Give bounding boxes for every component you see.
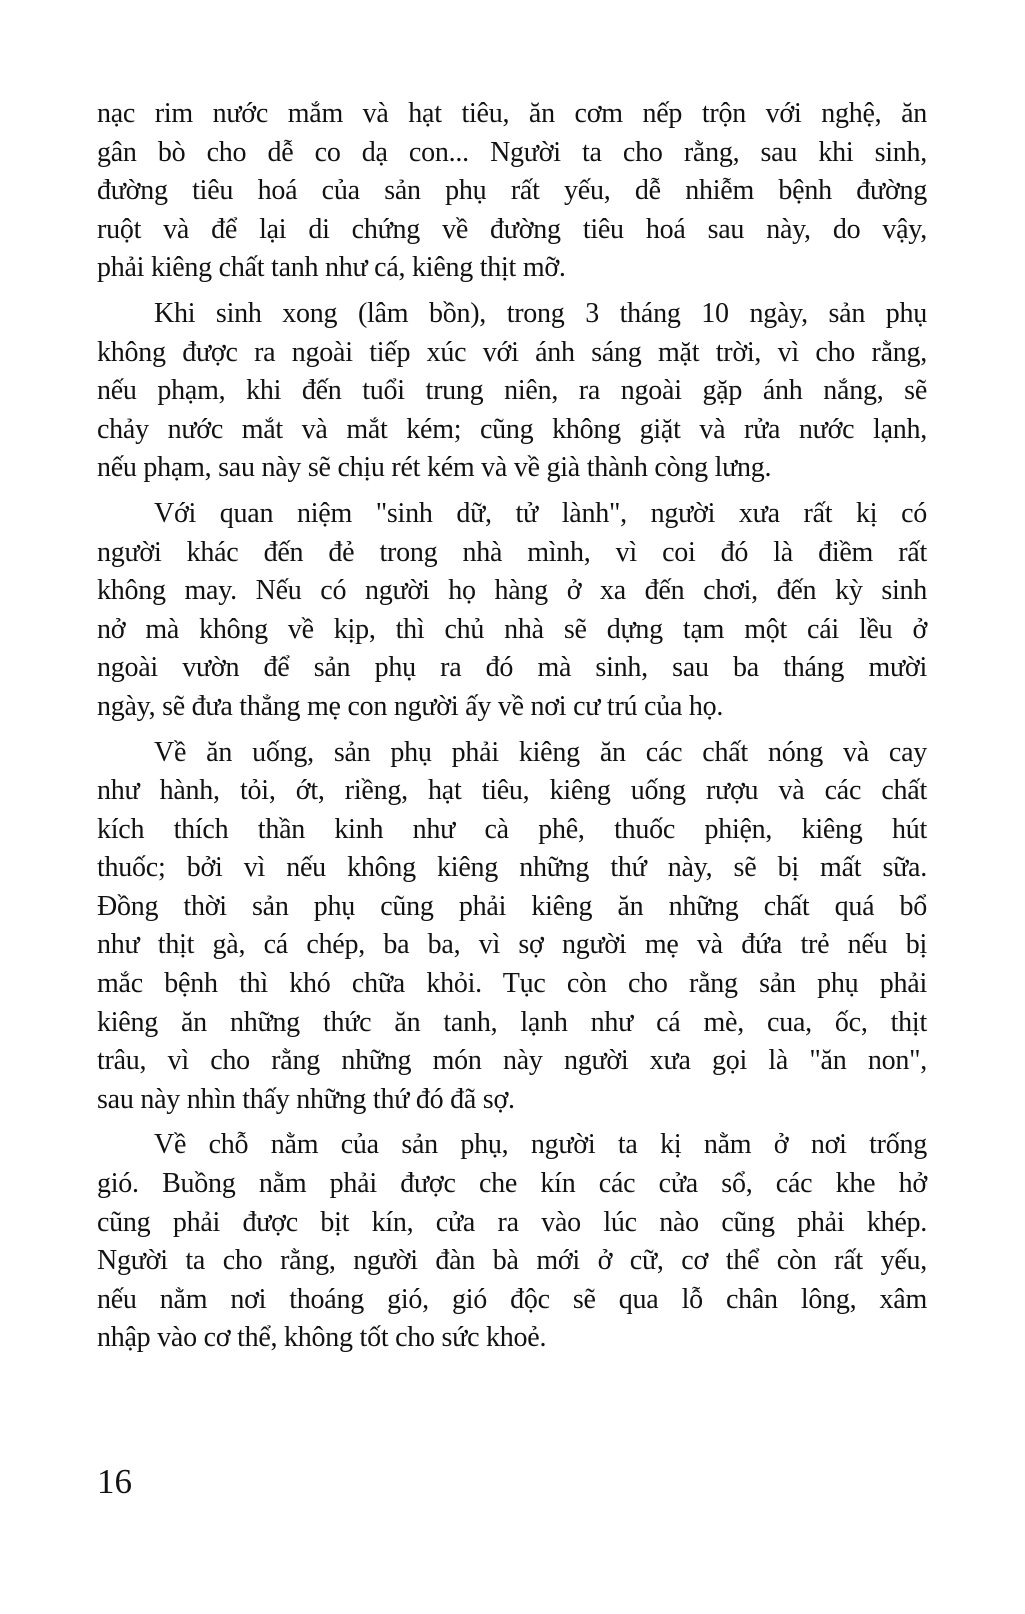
- paragraph: [97, 734, 927, 1120]
- text-line: như thịt gà, cá chép, ba ba, vì sợ người mẹ và đứa trẻ nếu bị: [97, 929, 927, 961]
- text-line: Người ta cho rằng, người đàn bà mới ở cữ, cơ thể còn rất yếu,: [97, 1245, 927, 1277]
- text-line: nhập vào cơ thể, không tốt cho sức khoẻ.: [97, 1322, 547, 1354]
- text-line: gió. Buồng nằm phải được che kín các cửa sổ, các khe hở: [97, 1168, 927, 1200]
- text-line: trâu, vì cho rằng những món này người xưa gọi là "ăn non",: [97, 1045, 927, 1077]
- paragraph: [97, 495, 927, 727]
- text-line: Về chỗ nằm của sản phụ, người ta kị nằm ở nơi trống: [154, 1129, 927, 1161]
- text-line: nở mà không về kịp, thì chủ nhà sẽ dựng tạm một cái lều ở: [97, 613, 927, 645]
- text-line: gân bò cho dễ co dạ con... Người ta cho rằng, sau khi sinh,: [97, 136, 927, 168]
- text-line: Về ăn uống, sản phụ phải kiêng ăn các chất nóng và cay: [154, 736, 927, 768]
- text-line: Khi sinh xong (lâm bồn), trong 3 tháng 10 ngày, sản phụ: [154, 297, 927, 329]
- text-line: mắc bệnh thì khó chữa khỏi. Tục còn cho rằng sản phụ phải: [97, 968, 927, 1000]
- text-line: không may. Nếu có người họ hàng ở xa đến chơi, đến kỳ sinh: [97, 575, 927, 607]
- text-line: nếu phạm, sau này sẽ chịu rét kém và về già thành còng lưng.: [97, 452, 772, 484]
- text-line: kích thích thần kinh như cà phê, thuốc phiện, kiêng hút: [97, 813, 927, 845]
- text-line: nếu phạm, khi đến tuổi trung niên, ra ngoài gặp ánh nắng, sẽ: [97, 375, 927, 407]
- text-line: không được ra ngoài tiếp xúc với ánh sáng mặt trời, vì cho rằng,: [97, 336, 927, 368]
- body-text: [97, 95, 927, 1365]
- text-line: ngoài vườn để sản phụ ra đó mà sinh, sau ba tháng mười: [97, 652, 927, 684]
- text-line: Đồng thời sản phụ cũng phải kiêng ăn những chất quá bổ: [97, 890, 927, 922]
- text-line: Với quan niệm "sinh dữ, tử lành", người xưa rất kị có: [154, 497, 927, 529]
- text-line: người khác đến đẻ trong nhà mình, vì coi đó là điềm rất: [97, 536, 927, 568]
- text-line: nạc rim nước mắm và hạt tiêu, ăn cơm nếp trộn với nghệ, ăn: [97, 98, 927, 129]
- paragraph: [97, 295, 927, 488]
- text-line: nếu nằm nơi thoáng gió, gió độc sẽ qua lỗ chân lông, xâm: [97, 1283, 927, 1315]
- text-line: chảy nước mắt và mắt kém; cũng không giặt và rửa nước lạnh,: [97, 413, 927, 445]
- text-line: sau này nhìn thấy những thứ đó đã sợ.: [97, 1083, 515, 1115]
- page-number: 16: [97, 1462, 132, 1501]
- paragraph: [97, 95, 927, 288]
- text-line: đường tiêu hoá của sản phụ rất yếu, dễ nhiễm bệnh đường: [97, 175, 927, 207]
- text-line: thuốc; bởi vì nếu không kiêng những thứ này, sẽ bị mất sữa.: [97, 852, 927, 884]
- text-line: ruột và để lại di chứng về đường tiêu hoá sau này, do vậy,: [97, 213, 927, 245]
- text-line: ngày, sẽ đưa thẳng mẹ con người ấy về nơi cư trú của họ.: [97, 690, 724, 722]
- paragraph: [97, 1126, 927, 1358]
- text-line: cũng phải được bịt kín, cửa ra vào lúc nào cũng phải khép.: [97, 1206, 927, 1238]
- text-line: kiêng ăn những thức ăn tanh, lạnh như cá mè, cua, ốc, thịt: [97, 1006, 927, 1038]
- text-line: phải kiêng chất tanh như cá, kiêng thịt mỡ.: [97, 252, 566, 284]
- text-line: như hành, tỏi, ớt, riềng, hạt tiêu, kiêng uống rượu và các chất: [97, 775, 927, 807]
